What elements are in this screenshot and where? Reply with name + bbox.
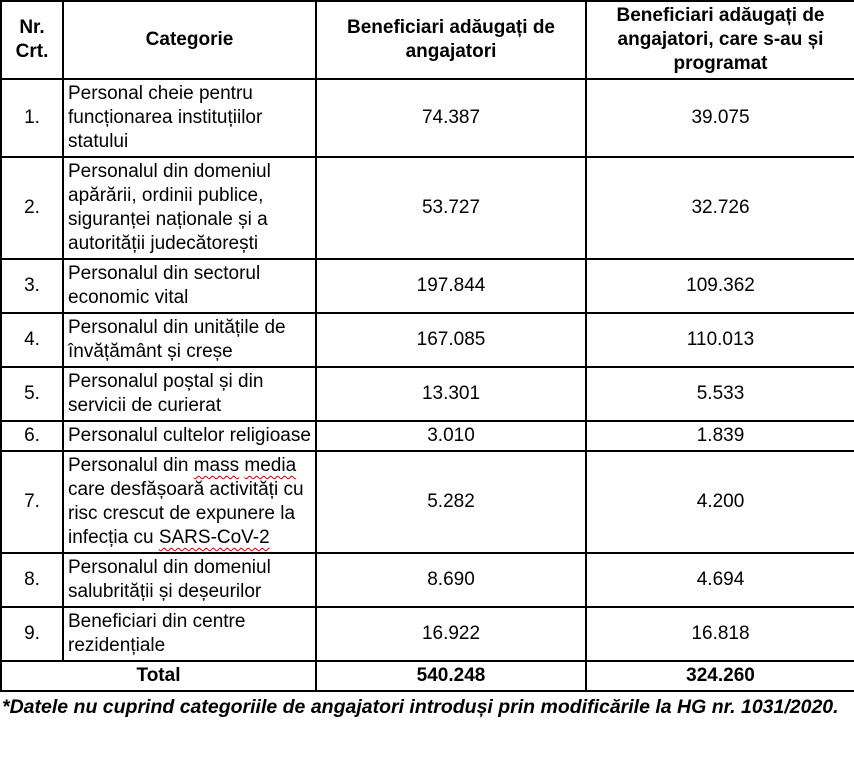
adaugati-value: 16.922 [316,607,586,661]
programati-value: 4.694 [586,553,854,607]
category-label: Personalul din domeniul apărării, ordinii publice, siguranței naționale și a autorității judecătorești [63,157,316,259]
table-row [1,259,854,313]
category-label: Personalul cultelor religioase [63,421,316,451]
total-row [1,661,854,691]
adaugati-value: 197.844 [316,259,586,313]
row-number: 7. [1,451,63,553]
adaugati-value: 3.010 [316,421,586,451]
col-header-categorie: Categorie [63,1,316,79]
category-label: Beneficiari din centre rezidențiale [63,607,316,661]
adaugati-value: 13.301 [316,367,586,421]
footnote: *Datele nu cuprind categoriile de angajatori introduși prin modificările la HG nr. 1031/2020. [2,696,839,718]
adaugati-value: 5.282 [316,451,586,553]
row-number: 2. [1,157,63,259]
col-header-beneficiari-programati: Beneficiari adăugați de angajatori, care s-au și programat [586,1,854,79]
table-row [1,553,854,607]
programati-value: 16.818 [586,607,854,661]
row-number: 9. [1,607,63,661]
total-programati-value: 324.260 [586,661,854,691]
row-number: 6. [1,421,63,451]
programati-value: 39.075 [586,79,854,157]
row-number: 3. [1,259,63,313]
row-number: 1. [1,79,63,157]
table-row [1,421,854,451]
table-footer [1,661,854,691]
spellcheck-word: SARS-CoV-2 [158,527,270,548]
programati-value: 109.362 [586,259,854,313]
programati-value: 1.839 [586,421,854,451]
adaugati-value: 8.690 [316,553,586,607]
adaugati-value: 167.085 [316,313,586,367]
table-row [1,451,854,553]
total-label: Total [1,661,316,691]
table-row [1,157,854,259]
table-header [1,1,854,79]
programati-value: 5.533 [586,367,854,421]
category-label: Personalul din unitățile de învățământ și creșe [63,313,316,367]
spellcheck-word: media [244,455,297,476]
adaugati-value: 53.727 [316,157,586,259]
spellcheck-word: mass [193,455,240,476]
table-row [1,367,854,421]
category-label: Personalul poștal și din servicii de curierat [63,367,316,421]
programati-value: 32.726 [586,157,854,259]
col-header-nr-crt: Nr. Crt. [1,1,63,79]
header-row [1,1,854,79]
row-number: 8. [1,553,63,607]
programati-value: 110.013 [586,313,854,367]
table-body [1,79,854,661]
category-label: Personalul din domeniul salubrității și deșeurilor [63,553,316,607]
table-row [1,79,854,157]
category-label: Personal cheie pentru funcționarea instituțiilor statului [63,79,316,157]
table-row [1,313,854,367]
programati-value: 4.200 [586,451,854,553]
row-number: 4. [1,313,63,367]
col-header-beneficiari-adaugati: Beneficiari adăugați de angajatori [316,1,586,79]
category-label: Personalul din sectorul economic vital [63,259,316,313]
category-label: Personalul din mass media care desfășoară activități cu risc crescut de expunere la infecția cu SARS-CoV-2 [63,451,316,553]
adaugati-value: 74.387 [316,79,586,157]
row-number: 5. [1,367,63,421]
table-row [1,607,854,661]
total-adaugati-value: 540.248 [316,661,586,691]
